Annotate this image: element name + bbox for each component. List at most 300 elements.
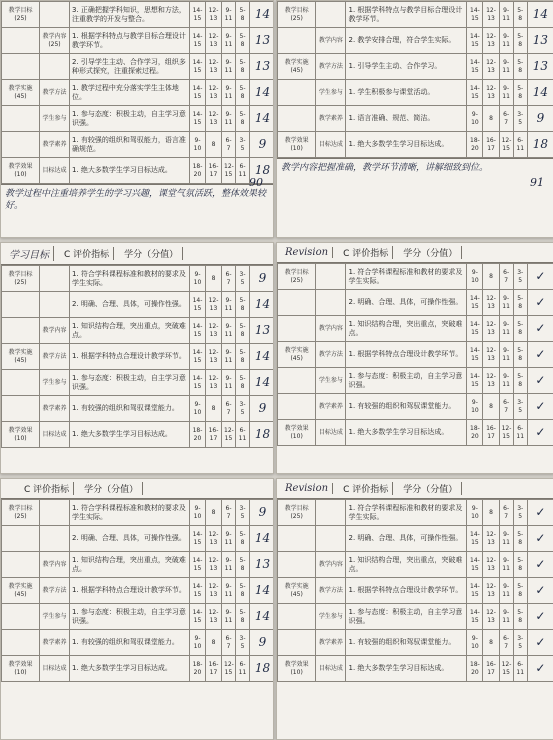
item-cell: 教学方法 <box>316 578 346 604</box>
table-row <box>278 28 553 54</box>
score-mark: ✓ <box>527 500 553 526</box>
range-cell: 3-5 <box>236 630 250 656</box>
range-cell: 14-15 <box>467 342 483 368</box>
range-cell: 9-11 <box>499 28 513 54</box>
category-cell <box>2 106 40 132</box>
range-cell: 18-20 <box>467 656 483 682</box>
range-cell: 12-13 <box>483 578 499 604</box>
range-cell: 9-11 <box>499 578 513 604</box>
handwritten-course-note: Revision <box>281 483 333 494</box>
range-cell: 12-13 <box>206 370 222 396</box>
range-cell: 14-15 <box>190 604 206 630</box>
range-cell: 12-13 <box>206 106 222 132</box>
range-cell: 6-7 <box>222 630 236 656</box>
item-cell: 学生参与 <box>316 80 346 106</box>
range-cell: 6-11 <box>236 656 250 682</box>
handwritten-comment: 教学过程中注重培养学生的学习兴趣，课堂气氛活跃，整体效果较好。 <box>1 184 273 215</box>
criteria-cell: 1. 有较强的组织和驾驭课堂能力。 <box>70 396 190 422</box>
table-row <box>2 370 275 396</box>
range-cell: 9-11 <box>499 342 513 368</box>
item-cell: 教学方法 <box>40 578 70 604</box>
score-mark: 9 <box>250 132 275 158</box>
range-cell: 12-13 <box>483 316 499 342</box>
item-cell: 教学方法 <box>40 344 70 370</box>
evaluation-sheet-5 <box>0 478 274 740</box>
range-cell: 9-10 <box>467 264 483 290</box>
range-cell: 9-11 <box>222 292 236 318</box>
score-header: 学分（分值） <box>399 482 462 495</box>
item-cell: 教学方法 <box>316 342 346 368</box>
range-cell: 9-11 <box>222 526 236 552</box>
item-cell: 教学素养 <box>316 106 346 132</box>
range-cell: 5-8 <box>513 290 527 316</box>
item-cell: 教学素养 <box>40 396 70 422</box>
table-row <box>2 500 275 526</box>
range-cell: 14-15 <box>467 526 483 552</box>
item-cell: 学生参与 <box>316 368 346 394</box>
range-cell: 12-13 <box>483 80 499 106</box>
score-mark: ✓ <box>527 630 553 656</box>
range-cell: 8 <box>206 630 222 656</box>
criteria-cell: 1. 绝大多数学生学习目标达成。 <box>346 656 467 682</box>
score-mark: ✓ <box>527 552 553 578</box>
range-cell: 9-10 <box>190 396 206 422</box>
category-cell: 教学效果 (10) <box>278 420 316 446</box>
range-cell: 3-5 <box>513 264 527 290</box>
range-cell: 6-7 <box>499 500 513 526</box>
category-cell <box>278 106 316 132</box>
range-cell: 6-11 <box>513 420 527 446</box>
item-cell <box>40 292 70 318</box>
range-cell: 3-5 <box>236 500 250 526</box>
score-mark: 13 <box>527 54 553 80</box>
table-row <box>2 656 275 682</box>
item-cell: 教学素养 <box>316 630 346 656</box>
category-cell <box>278 28 316 54</box>
range-cell: 9-11 <box>222 2 236 28</box>
range-cell: 9-11 <box>499 552 513 578</box>
criteria-cell: 1. 符合学科课程标准和教材的要求及学生实际。 <box>70 266 190 292</box>
category-cell: 教学效果 (10) <box>278 132 316 158</box>
table-row <box>2 2 275 28</box>
range-cell: 14-15 <box>190 578 206 604</box>
sheet-header <box>277 479 553 499</box>
evaluation-table <box>1 265 274 448</box>
score-mark: 14 <box>250 370 275 396</box>
score-mark: ✓ <box>527 420 553 446</box>
range-cell: 8 <box>483 106 499 132</box>
criteria-cell: 2. 明确、合理、具体，可操作性强。 <box>70 292 190 318</box>
criteria-cell: 1. 根据学科特点合理设计教学环节。 <box>346 342 467 368</box>
range-cell: 5-8 <box>513 578 527 604</box>
category-cell <box>2 604 40 630</box>
range-cell: 9-11 <box>499 54 513 80</box>
score-header: 学分（分值） <box>399 246 462 259</box>
item-cell <box>40 54 70 80</box>
item-cell <box>40 526 70 552</box>
item-cell: 教学内容 <box>316 552 346 578</box>
range-cell: 6-11 <box>513 132 527 158</box>
range-cell: 9-11 <box>499 526 513 552</box>
table-row <box>278 132 553 158</box>
range-cell: 9-10 <box>467 106 483 132</box>
range-cell: 9-11 <box>222 552 236 578</box>
score-mark: 9 <box>250 500 275 526</box>
range-cell: 12-13 <box>206 526 222 552</box>
range-cell: 5-8 <box>236 80 250 106</box>
range-cell: 14-15 <box>190 2 206 28</box>
criteria-cell: 1. 绝大多数学生学习目标达成。 <box>346 132 467 158</box>
range-cell: 14-15 <box>190 54 206 80</box>
table-row <box>2 526 275 552</box>
table-row <box>278 54 553 80</box>
range-cell: 16-17 <box>483 132 499 158</box>
item-cell: 学生参与 <box>316 604 346 630</box>
range-cell: 14-15 <box>467 80 483 106</box>
evaluation-sheet-1 <box>0 0 274 238</box>
sheet-header <box>277 243 553 263</box>
range-cell: 5-8 <box>236 2 250 28</box>
table-row <box>2 422 275 448</box>
category-cell <box>2 396 40 422</box>
range-cell: 14-15 <box>190 106 206 132</box>
table-row <box>278 394 553 420</box>
category-cell: 教学目标 (25) <box>278 500 316 526</box>
range-cell: 8 <box>206 266 222 292</box>
item-cell: 目标达成 <box>40 422 70 448</box>
score-mark: 13 <box>250 28 275 54</box>
score-mark: ✓ <box>527 578 553 604</box>
criteria-cell: 1. 根据学科特点合理设计教学环节。 <box>70 578 190 604</box>
range-cell: 3-5 <box>513 106 527 132</box>
range-cell: 12-15 <box>499 420 513 446</box>
table-row <box>278 368 553 394</box>
item-cell <box>40 500 70 526</box>
range-cell: 14-15 <box>190 552 206 578</box>
table-row <box>278 630 553 656</box>
range-cell: 14-15 <box>467 368 483 394</box>
category-cell: 教学实施 (45) <box>278 54 316 80</box>
criteria-cell: 2. 明确、合理、具体，可操作性强。 <box>346 526 467 552</box>
range-cell: 16-17 <box>206 158 222 184</box>
category-cell <box>2 552 40 578</box>
handwritten-comment: 教学内容把握准确，教学环节清晰，讲解细致到位。 <box>277 158 553 177</box>
category-cell <box>2 370 40 396</box>
range-cell: 6-7 <box>222 132 236 158</box>
range-cell: 5-8 <box>236 28 250 54</box>
range-cell: 12-13 <box>483 28 499 54</box>
range-cell: 12-15 <box>222 422 236 448</box>
score-mark: 14 <box>250 292 275 318</box>
table-row <box>2 292 275 318</box>
range-cell: 12-13 <box>483 552 499 578</box>
range-cell: 12-13 <box>206 2 222 28</box>
range-cell: 5-8 <box>513 604 527 630</box>
range-cell: 12-15 <box>499 656 513 682</box>
handwritten-course-note: 学习目标 <box>5 246 54 261</box>
table-row <box>2 80 275 106</box>
table-row <box>278 342 553 368</box>
score-mark: ✓ <box>527 264 553 290</box>
category-cell: 教学效果 (10) <box>2 158 40 184</box>
range-cell: 8 <box>206 132 222 158</box>
range-cell: 12-13 <box>206 552 222 578</box>
category-cell <box>2 28 40 54</box>
item-cell: 教学素养 <box>316 394 346 420</box>
range-cell: 9-10 <box>190 500 206 526</box>
category-cell <box>2 318 40 344</box>
score-mark: ✓ <box>527 342 553 368</box>
range-cell: 8 <box>206 500 222 526</box>
range-cell: 12-13 <box>206 80 222 106</box>
score-mark: 14 <box>250 344 275 370</box>
range-cell: 3-5 <box>513 500 527 526</box>
range-cell: 18-20 <box>467 420 483 446</box>
item-cell: 教学内容 <box>316 316 346 342</box>
sheet-header <box>1 243 273 265</box>
item-cell <box>316 290 346 316</box>
table-row <box>2 578 275 604</box>
item-cell: 教学方法 <box>316 54 346 80</box>
range-cell: 9-11 <box>222 318 236 344</box>
category-cell: 教学实施 (45) <box>2 344 40 370</box>
range-cell: 6-11 <box>236 158 250 184</box>
criteria-header: C 评价指标 <box>60 247 114 260</box>
item-cell <box>316 526 346 552</box>
range-cell: 9-11 <box>499 368 513 394</box>
criteria-cell: 2. 明确、合理、具体，可操作性强。 <box>70 526 190 552</box>
criteria-cell: 1. 绝大多数学生学习目标达成。 <box>70 656 190 682</box>
item-cell: 教学内容 (25) <box>40 28 70 54</box>
range-cell: 8 <box>483 500 499 526</box>
table-row <box>278 552 553 578</box>
table-row <box>2 630 275 656</box>
range-cell: 5-8 <box>236 370 250 396</box>
range-cell: 5-8 <box>513 54 527 80</box>
score-mark: 13 <box>250 552 275 578</box>
table-row <box>2 266 275 292</box>
criteria-cell: 1. 参与态度：积极主动，自主学习意识强。 <box>346 604 467 630</box>
range-cell: 12-13 <box>206 344 222 370</box>
range-cell: 9-11 <box>222 28 236 54</box>
criteria-cell: 1. 有较强的组织和驾驭课堂能力。 <box>346 394 467 420</box>
item-cell <box>40 2 70 28</box>
criteria-cell: 3. 正确把握学科知识，思想和方法，注重教学的开发与整合。 <box>70 2 190 28</box>
range-cell: 9-10 <box>467 500 483 526</box>
score-mark: ✓ <box>527 604 553 630</box>
total-score: 90 <box>249 176 263 189</box>
criteria-cell: 1. 有较强的组织和驾驭能力，语言准确规范。 <box>70 132 190 158</box>
category-cell: 教学效果 (10) <box>2 422 40 448</box>
category-cell <box>278 316 316 342</box>
category-cell <box>2 292 40 318</box>
range-cell: 5-8 <box>236 604 250 630</box>
evaluation-sheet-4 <box>276 242 553 474</box>
range-cell: 12-13 <box>206 578 222 604</box>
item-cell: 教学素养 <box>40 132 70 158</box>
item-cell: 目标达成 <box>316 132 346 158</box>
score-mark: 14 <box>250 578 275 604</box>
score-mark: 18 <box>250 158 275 184</box>
range-cell: 12-13 <box>206 318 222 344</box>
item-cell: 学生参与 <box>40 604 70 630</box>
range-cell: 9-11 <box>222 344 236 370</box>
score-header: 学分（分值） <box>80 482 143 495</box>
table-row <box>278 264 553 290</box>
table-row <box>2 28 275 54</box>
range-cell: 18-20 <box>190 422 206 448</box>
range-cell: 3-5 <box>236 396 250 422</box>
range-cell: 6-11 <box>236 422 250 448</box>
range-cell: 6-7 <box>499 394 513 420</box>
score-mark: 9 <box>250 266 275 292</box>
range-cell: 14-15 <box>467 2 483 28</box>
score-mark: ✓ <box>527 316 553 342</box>
range-cell: 5-8 <box>236 578 250 604</box>
range-cell: 9-10 <box>190 266 206 292</box>
range-cell: 12-13 <box>206 292 222 318</box>
range-cell: 5-8 <box>236 106 250 132</box>
table-row <box>2 106 275 132</box>
range-cell: 9-11 <box>222 54 236 80</box>
score-mark: ✓ <box>527 656 553 682</box>
range-cell: 5-8 <box>236 292 250 318</box>
table-row <box>2 318 275 344</box>
range-cell: 9-11 <box>222 604 236 630</box>
range-cell: 5-8 <box>236 318 250 344</box>
category-cell <box>278 290 316 316</box>
criteria-cell: 1. 符合学科课程标准和教材的要求及学生实际。 <box>346 264 467 290</box>
score-mark: 13 <box>250 54 275 80</box>
item-cell: 教学内容 <box>40 552 70 578</box>
score-mark: 18 <box>250 656 275 682</box>
table-row <box>278 420 553 446</box>
range-cell: 12-15 <box>222 158 236 184</box>
score-mark: 13 <box>527 28 553 54</box>
category-cell: 教学效果 (10) <box>278 656 316 682</box>
criteria-cell: 1. 学生积极参与课堂活动。 <box>346 80 467 106</box>
item-cell: 教学内容 <box>40 318 70 344</box>
range-cell: 14-15 <box>467 290 483 316</box>
range-cell: 9-11 <box>499 2 513 28</box>
range-cell: 5-8 <box>513 342 527 368</box>
criteria-cell: 1. 知识结构合理，突出重点，突破难点。 <box>70 318 190 344</box>
range-cell: 14-15 <box>467 604 483 630</box>
range-cell: 14-15 <box>190 344 206 370</box>
range-cell: 14-15 <box>190 526 206 552</box>
range-cell: 12-13 <box>483 368 499 394</box>
category-cell: 教学目标 (25) <box>2 500 40 526</box>
evaluation-table <box>277 263 553 446</box>
range-cell: 14-15 <box>467 54 483 80</box>
evaluation-table <box>1 1 274 184</box>
range-cell: 5-8 <box>236 54 250 80</box>
category-cell: 教学实施 (45) <box>278 578 316 604</box>
evaluation-table <box>277 1 553 158</box>
sheet-header <box>1 479 273 499</box>
criteria-cell: 1. 参与态度：积极主动，自主学习意识强。 <box>70 106 190 132</box>
range-cell: 6-7 <box>499 630 513 656</box>
table-row <box>278 604 553 630</box>
score-mark: 14 <box>250 80 275 106</box>
score-mark: ✓ <box>527 394 553 420</box>
range-cell: 5-8 <box>513 28 527 54</box>
evaluation-table <box>277 499 553 682</box>
range-cell: 9-10 <box>190 132 206 158</box>
range-cell: 5-8 <box>236 526 250 552</box>
criteria-cell: 1. 根据学科特点与教学目标合理设计教学环节。 <box>70 28 190 54</box>
score-mark: ✓ <box>527 526 553 552</box>
score-mark: 14 <box>527 2 553 28</box>
range-cell: 12-13 <box>483 54 499 80</box>
category-cell: 教学目标 (25) <box>2 266 40 292</box>
item-cell: 学生参与 <box>40 370 70 396</box>
table-row <box>278 2 553 28</box>
score-header: 学分（分值） <box>120 247 183 260</box>
score-mark: ✓ <box>527 368 553 394</box>
range-cell: 12-13 <box>483 342 499 368</box>
criteria-cell: 1. 符合学科课程标准和教材的要求及学生实际。 <box>346 500 467 526</box>
range-cell: 18-20 <box>190 158 206 184</box>
table-row <box>2 344 275 370</box>
score-mark: 18 <box>527 132 553 158</box>
range-cell: 5-8 <box>513 368 527 394</box>
range-cell: 3-5 <box>236 132 250 158</box>
table-row <box>278 290 553 316</box>
category-cell: 教学实施 (45) <box>2 578 40 604</box>
score-mark: ✓ <box>527 290 553 316</box>
table-row <box>278 106 553 132</box>
range-cell: 16-17 <box>483 420 499 446</box>
table-row <box>278 656 553 682</box>
criteria-cell: 2. 明确、合理、具体，可操作性强。 <box>346 290 467 316</box>
item-cell: 教学内容 <box>316 28 346 54</box>
score-mark: 9 <box>527 106 553 132</box>
item-cell: 目标达成 <box>316 656 346 682</box>
score-mark: 14 <box>250 526 275 552</box>
range-cell: 12-13 <box>483 604 499 630</box>
criteria-cell: 1. 参与态度：积极主动，自主学习意识强。 <box>346 368 467 394</box>
criteria-cell: 1. 知识结构合理，突出重点，突破难点。 <box>346 316 467 342</box>
criteria-cell: 1. 有较强的组织和驾驭课堂能力。 <box>70 630 190 656</box>
category-cell <box>278 394 316 420</box>
range-cell: 12-13 <box>483 526 499 552</box>
category-cell <box>2 630 40 656</box>
range-cell: 8 <box>483 630 499 656</box>
range-cell: 9-11 <box>499 316 513 342</box>
evaluation-sheet-6 <box>276 478 553 740</box>
range-cell: 8 <box>483 264 499 290</box>
range-cell: 8 <box>206 396 222 422</box>
range-cell: 3-5 <box>236 266 250 292</box>
criteria-cell: 1. 知识结构合理，突出重点，突破难点。 <box>346 552 467 578</box>
range-cell: 6-7 <box>222 500 236 526</box>
table-row <box>2 604 275 630</box>
range-cell: 9-11 <box>222 106 236 132</box>
criteria-cell: 1. 根据学科特点与教学目标合理设计教学环节。 <box>346 2 467 28</box>
criteria-cell: 1. 参与态度：积极主动，自主学习意识强。 <box>70 370 190 396</box>
range-cell: 12-13 <box>483 2 499 28</box>
table-row <box>278 80 553 106</box>
evaluation-sheet-3 <box>0 242 274 474</box>
category-cell <box>278 604 316 630</box>
range-cell: 18-20 <box>190 656 206 682</box>
criteria-cell: 1. 根据学科特点合理设计教学环节。 <box>346 578 467 604</box>
range-cell: 5-8 <box>513 526 527 552</box>
category-cell: 教学实施 (45) <box>278 342 316 368</box>
range-cell: 14-15 <box>190 80 206 106</box>
item-cell: 教学方法 <box>40 80 70 106</box>
